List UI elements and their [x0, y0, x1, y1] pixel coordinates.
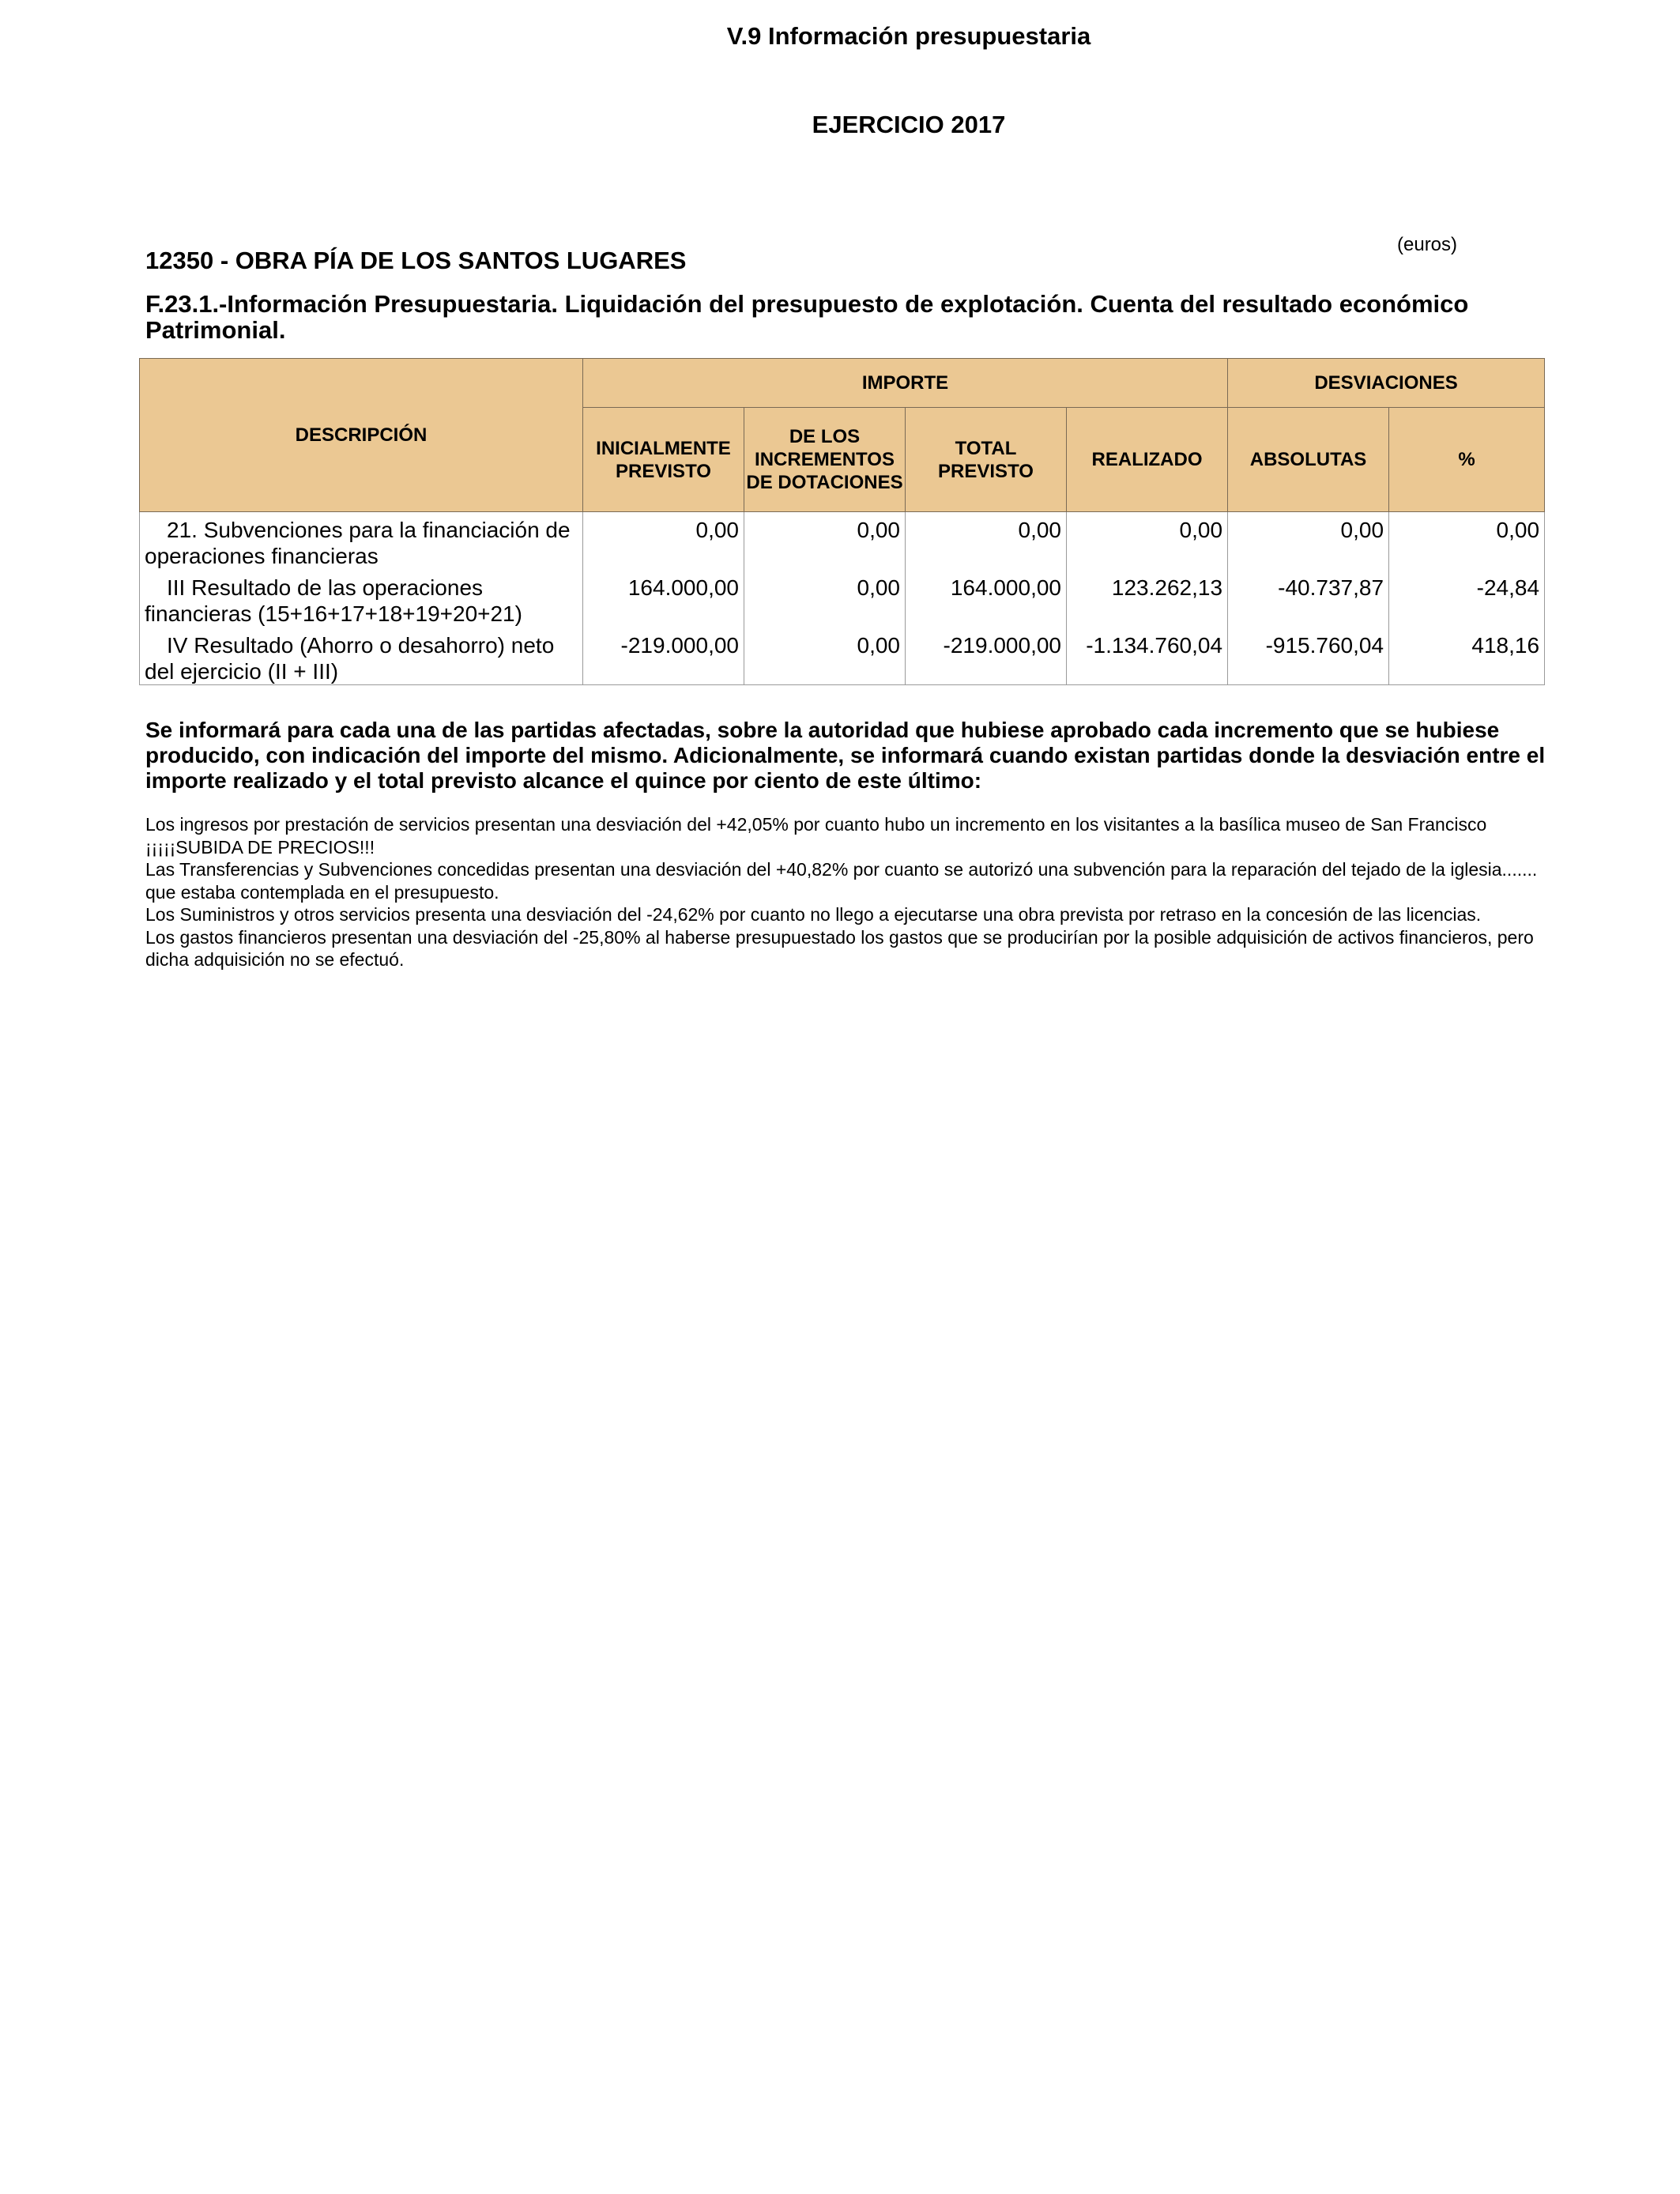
cell-incrementos: 0,00 — [744, 628, 906, 685]
cell-total-previsto: -219.000,00 — [906, 628, 1067, 685]
budget-table — [139, 358, 1545, 685]
cell-absolutas: -40.737,87 — [1228, 570, 1389, 628]
header-porcentaje: % — [1389, 408, 1545, 512]
cell-inicialmente-previsto: 0,00 — [583, 512, 744, 570]
cell-total-previsto: 164.000,00 — [906, 570, 1067, 628]
header-descripcion: DESCRIPCIÓN — [140, 359, 583, 512]
form-title: F.23.1.-Información Presupuestaria. Liquidación del presupuesto de explotación. Cuenta del resultado económico Patrimonial. — [145, 290, 1469, 344]
note-heading: Se informará para cada una de las partidas afectadas, sobre la autoridad que hubiese aprobado cada incremento que se hubiese producido, con indicación del importe del mismo. Adicionalmente, se informará cuando existan partidas donde la desviación entre el importe realizado y el total previsto alcance el quince por ciento de este último: — [145, 718, 1546, 793]
cell-inicialmente-previsto: 164.000,00 — [583, 570, 744, 628]
note-paragraph: Las Transferencias y Subvenciones concedidas presentan una desviación del +40,82% por cuanto se autorizó una subvención para la reparación del tejado de la iglesia....... que estaba contemplada en el presupuesto. — [145, 859, 1538, 903]
note-paragraph: Los gastos financieros presentan una desviación del -25,80% al haberse presupuestado los gastos que se producirían por la posible adquisición de activos financieros, pero dicha adquisición no se efectuó. — [145, 926, 1534, 970]
page-title: V.9 Información presupuestaria — [726, 22, 1091, 50]
cell-absolutas: -915.760,04 — [1228, 628, 1389, 685]
row-description: III Resultado de las operaciones financieras (15+16+17+18+19+20+21) — [140, 570, 583, 628]
header-absolutas: ABSOLUTAS — [1228, 408, 1389, 512]
header-inicialmente-previsto: INICIALMENTE PREVISTO — [583, 408, 744, 512]
cell-realizado: 0,00 — [1067, 512, 1228, 570]
units-label: (euros) — [1397, 234, 1458, 255]
note-paragraph: Los ingresos por prestación de servicios presentan una desviación del +42,05% por cuanto hubo un incremento en los visitantes a la basílica museo de San Francisco ¡¡¡¡¡SUBIDA DE PRECIOS!!! — [145, 814, 1487, 858]
note-paragraph: Los Suministros y otros servicios presenta una desviación del -24,62% por cuanto no llego a ejecutarse una obra prevista por retraso en la concesión de las licencias. — [145, 904, 1482, 925]
header-total-previsto: TOTAL PREVISTO — [906, 408, 1067, 512]
entity-title: 12350 - OBRA PÍA DE LOS SANTOS LUGARES — [145, 247, 687, 274]
cell-porcentaje: 418,16 — [1389, 628, 1545, 685]
row-description: IV Resultado (Ahorro o desahorro) neto del ejercicio (II + III) — [140, 628, 583, 685]
header-realizado: REALIZADO — [1067, 408, 1228, 512]
cell-realizado: -1.134.760,04 — [1067, 628, 1228, 685]
note-body — [145, 813, 1552, 971]
header-desviaciones: DESVIACIONES — [1228, 359, 1545, 408]
table-row — [140, 628, 1545, 685]
cell-porcentaje: 0,00 — [1389, 512, 1545, 570]
table-row — [140, 570, 1545, 628]
header-incrementos: DE LOS INCREMENTOS DE DOTACIONES — [744, 408, 906, 512]
cell-absolutas: 0,00 — [1228, 512, 1389, 570]
table-row — [140, 512, 1545, 570]
cell-realizado: 123.262,13 — [1067, 570, 1228, 628]
cell-inicialmente-previsto: -219.000,00 — [583, 628, 744, 685]
cell-total-previsto: 0,00 — [906, 512, 1067, 570]
exercise-year: EJERCICIO 2017 — [812, 111, 1006, 138]
row-description: 21. Subvenciones para la financiación de operaciones financieras — [140, 512, 583, 570]
cell-incrementos: 0,00 — [744, 570, 906, 628]
cell-porcentaje: -24,84 — [1389, 570, 1545, 628]
header-importe: IMPORTE — [583, 359, 1228, 408]
cell-incrementos: 0,00 — [744, 512, 906, 570]
